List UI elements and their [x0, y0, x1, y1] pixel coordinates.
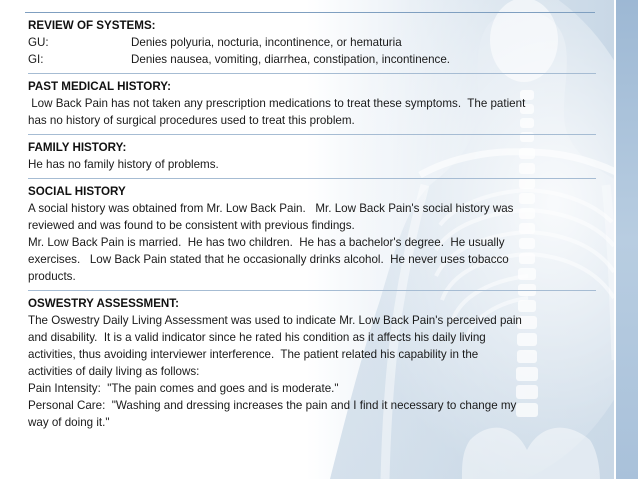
- oswestry-line: activities, thus avoiding interviewer interference. The patient related his capability in the: [28, 348, 479, 361]
- past-medical-history-section: [28, 73, 596, 129]
- pmh-line: has no history of surgical procedures used to treat this problem.: [28, 114, 355, 127]
- pmh-line: Low Back Pain has not taken any prescription medications to treat these symptoms. The patient: [28, 97, 526, 110]
- oswestry-line: activities of daily living as follows:: [28, 365, 200, 378]
- oswestry-line: way of doing it.": [28, 416, 110, 429]
- social-history-line: Mr. Low Back Pain is married. He has two children. He has a bachelor's degree. He usually: [28, 236, 505, 249]
- oswestry-line: Pain Intensity: "The pain comes and goes and is moderate.": [28, 382, 339, 395]
- ros-text-gi: Denies nausea, vomiting, diarrhea, constipation, incontinence.: [131, 53, 451, 66]
- social-history-section: [28, 178, 596, 285]
- social-history-line: A social history was obtained from Mr. Low Back Pain. Mr. Low Back Pain's social history was: [28, 202, 514, 215]
- review-of-systems-heading: REVIEW OF SYSTEMS:: [28, 19, 156, 32]
- oswestry-line: Personal Care: "Washing and dressing increases the pain and I find it necessary to change my: [28, 399, 517, 412]
- ros-label-gi: GI:: [28, 53, 44, 66]
- review-of-systems-section: [28, 17, 596, 68]
- social-history-line: reviewed and was found to be consistent with previous findings.: [28, 219, 355, 232]
- ros-label-gu: GU:: [28, 36, 49, 49]
- document-body: [28, 17, 596, 436]
- ros-row-gu: [28, 34, 596, 51]
- oswestry-assessment-section: [28, 290, 596, 431]
- oswestry-line: and disability. It is a valid indicator since he rated his condition as it affects his daily living: [28, 331, 486, 344]
- ros-row-gi: [28, 51, 596, 68]
- oswestry-line: The Oswestry Daily Living Assessment was used to indicate Mr. Low Back Pain's perceived pain: [28, 314, 522, 327]
- family-history-line: He has no family history of problems.: [28, 158, 219, 171]
- family-history-section: [28, 134, 596, 173]
- right-accent-divider: [614, 0, 616, 479]
- right-accent-bar: [616, 0, 638, 479]
- top-divider: [25, 12, 595, 13]
- social-history-line: products.: [28, 270, 76, 283]
- social-history-line: exercises. Low Back Pain stated that he occasionally drinks alcohol. He never uses tobacco: [28, 253, 509, 266]
- ros-text-gu: Denies polyuria, nocturia, incontinence, or hematuria: [131, 36, 402, 49]
- oswestry-assessment-heading: OSWESTRY ASSESSMENT:: [28, 297, 179, 310]
- family-history-heading: FAMILY HISTORY:: [28, 141, 127, 154]
- past-medical-history-heading: PAST MEDICAL HISTORY:: [28, 80, 171, 93]
- social-history-heading: SOCIAL HISTORY: [28, 185, 126, 198]
